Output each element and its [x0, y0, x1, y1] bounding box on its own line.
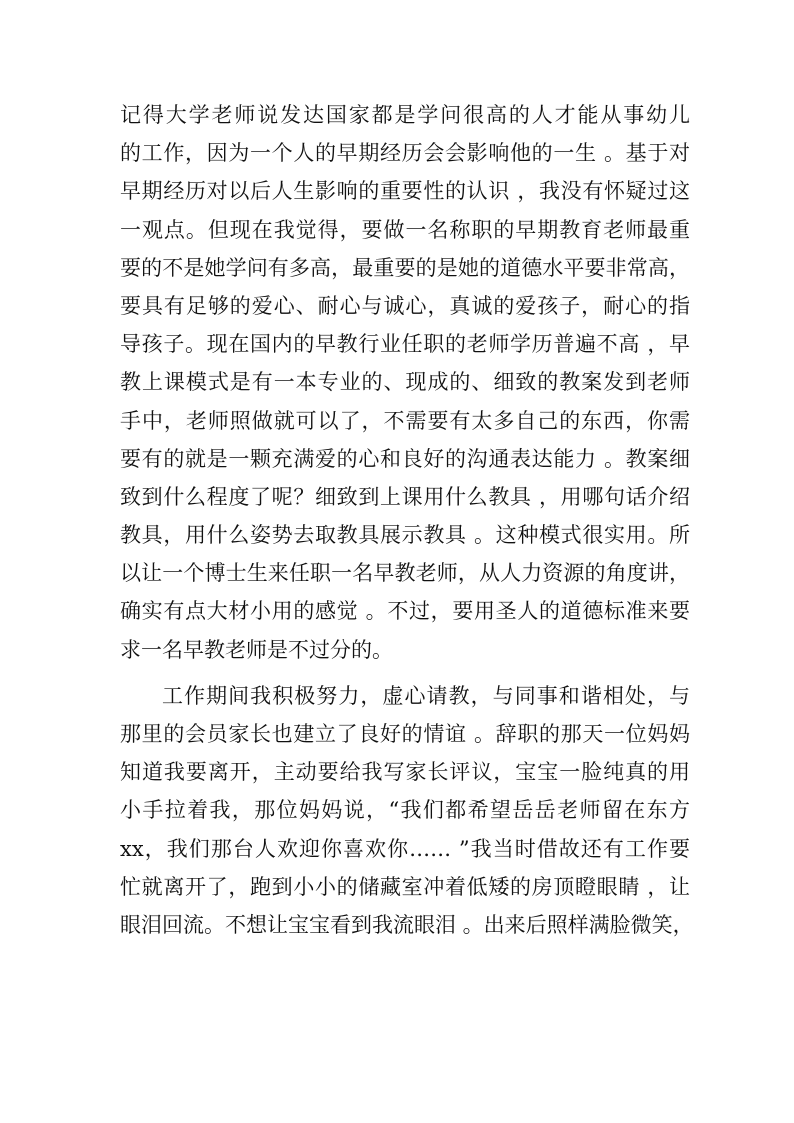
- text-line: 确实有点大材小用的感觉 。不过，要用圣人的道德标准来要: [120, 599, 690, 624]
- text-line: 的工作，因为一个人的早期经历会会影响他的一生 。基于对: [120, 141, 690, 166]
- text-line: 工作期间我积极努力，虚心请教，与同事和谐相处，与: [162, 683, 690, 708]
- text-line: 一观点。但现在我觉得，要做一名称职的早期教育老师最重: [120, 217, 690, 242]
- text-line: 要的不是她学问有多高，最重要的是她的道德水平要非常高，: [120, 255, 690, 280]
- text-line: 求一名早教老师是不过分的。: [120, 637, 393, 662]
- body-text: [120, 96, 694, 944]
- text-line: 知道我要离开，主动要给我写家长评议，宝宝一脸纯真的用: [120, 760, 690, 785]
- paragraph-1: [120, 96, 690, 669]
- text-line: 手中，老师照做就可以了，不需要有太多自己的东西，你需: [120, 408, 690, 433]
- text-line: 致到什么程度了呢？细致到上课用什么教具 ，用哪句话介绍: [120, 484, 690, 509]
- text-line: 要具有足够的爱心、耐心与诚心，真诚的爱孩子，耐心的指: [120, 293, 690, 318]
- text-line: 那里的会员家长也建立了良好的情谊 。辞职的那天一位妈妈: [120, 722, 690, 746]
- text-line: 教具，用什么姿势去取教具展示教具 。这种模式很实用。所: [120, 523, 690, 548]
- text-line: xx，我们那台人欢迎你喜欢你…… ”我当时借故还有工作要: [120, 836, 690, 861]
- text-line: 眼泪回流。不想让宝宝看到我流眼泪 。出来后照样满脸微笑，: [120, 912, 694, 937]
- text-line: 小手拉着我，那位妈妈说，“我们都希望岳岳老师留在东方: [120, 798, 690, 823]
- text-line: 以让一个博士生来任职一名早教老师，从人力资源的角度讲，: [120, 561, 690, 586]
- paragraph-2: [120, 677, 694, 944]
- text-line: 要有的就是一颗充满爱的心和良好的沟通表达能力 。教案细: [120, 446, 690, 471]
- text-line: 忙就离开了，跑到小小的储藏室冲着低矮的房顶瞪眼睛 ，让: [120, 874, 690, 899]
- text-line: 记得大学老师说发达国家都是学问很高的人才能从事幼儿: [120, 103, 690, 127]
- text-line: 导孩子。现在国内的早教行业任职的老师学历普遍不高 ，早: [120, 332, 690, 357]
- text-line: 早期经历对以后人生影响的重要性的认识 ，我没有怀疑过这: [120, 179, 690, 204]
- text-line: 教上课模式是有一本专业的、现成的、细致的教案发到老师: [120, 370, 690, 395]
